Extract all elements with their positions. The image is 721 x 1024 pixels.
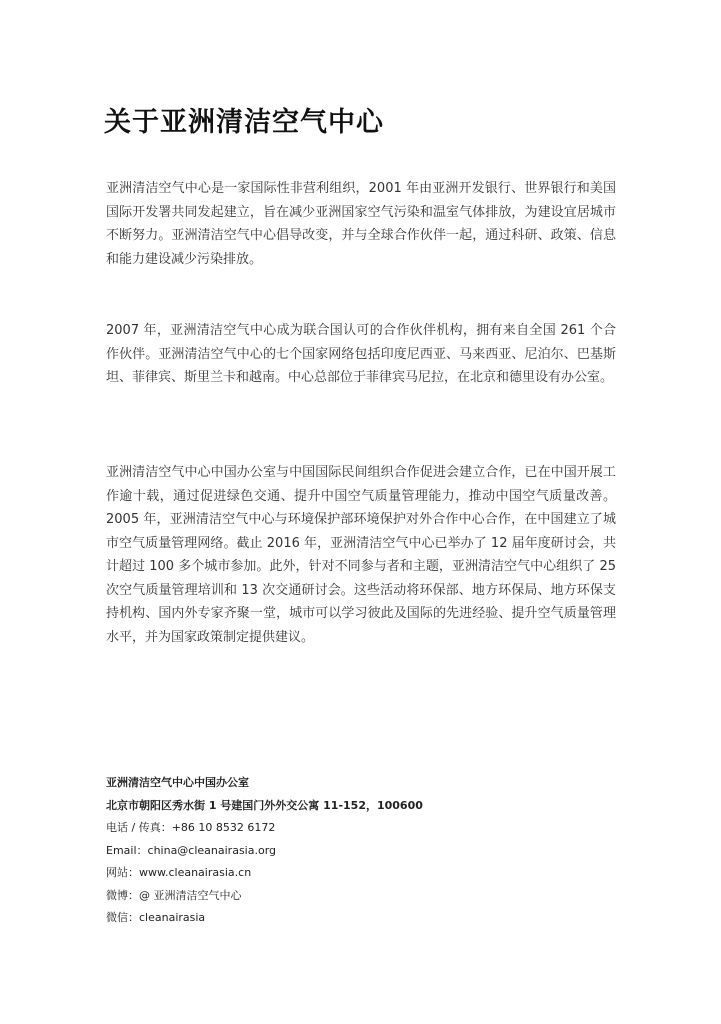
contact-block xyxy=(106,772,626,930)
paragraph-network: 2007 年，亚洲清洁空气中心成为联合国认可的合作伙伴机构，拥有来自全国 261 个合作伙伴。亚洲清洁空气中心的七个国家网络包括印度尼西亚、马来西亚、尼泊尔、巴基斯坦、菲律宾、斯里兰卡和越南。中心总部位于菲律宾马尼拉，在北京和德里设有办公室。 xyxy=(106,323,616,385)
contact-website: 网站：www.cleanairasia.cn xyxy=(106,866,252,879)
contact-weibo: 微博：@ 亚洲清洁空气中心 xyxy=(106,888,242,902)
contact-wechat: 微信：cleanairasia xyxy=(106,911,206,924)
page-title: 关于亚洲清洁空气中心 xyxy=(104,107,384,138)
contact-office-name: 亚洲清洁空气中心中国办公室 xyxy=(106,776,249,789)
paragraph-intro: 亚洲清洁空气中心是一家国际性非营利组织，2001 年由亚洲开发银行、世界银行和美国国际开发署共同发起建立，旨在减少亚洲国家空气污染和温室气体排放，为建设宜居城市不断努力。亚洲清洁空气中心倡导改变，并与全球合作伙伴一起，通过科研、政策、信息和能力建设减少污染排放。 xyxy=(106,181,616,267)
contact-phone: 电话 / 传真：+86 10 8532 6172 xyxy=(106,821,276,834)
contact-email: Email：china@cleanairasia.org xyxy=(106,843,277,857)
contact-address: 北京市朝阳区秀水街 1 号建国门外外交公寓 11-152，100600 xyxy=(106,798,423,812)
paragraph-china-office: 亚洲清洁空气中心中国办公室与中国国际民间组织合作促进会建立合作，已在中国开展工作逾十载，通过促进绿色交通、提升中国空气质量管理能力，推动中国空气质量改善。2005 年，亚洲清洁空气中心与环境保护部环境保护对外合作中心合作，在中国建立了城市空气质量管理网络。截止 2016 年，亚洲清洁空气中心已举办了 12 届年度研讨会，共计超过 100 多个城市参加。此外，针对不同参与者和主题，亚洲清洁空气中心组织了 25 次空气质量管理培训和 13 次交通研讨会。这些活动将环保部、地方环保局、地方环保支持机构、国内外专家齐聚一堂，城市可以学习彼此及国际的先进经验、提升空气质量管理水平，并为国家政策制定提供建议。 xyxy=(106,465,616,645)
